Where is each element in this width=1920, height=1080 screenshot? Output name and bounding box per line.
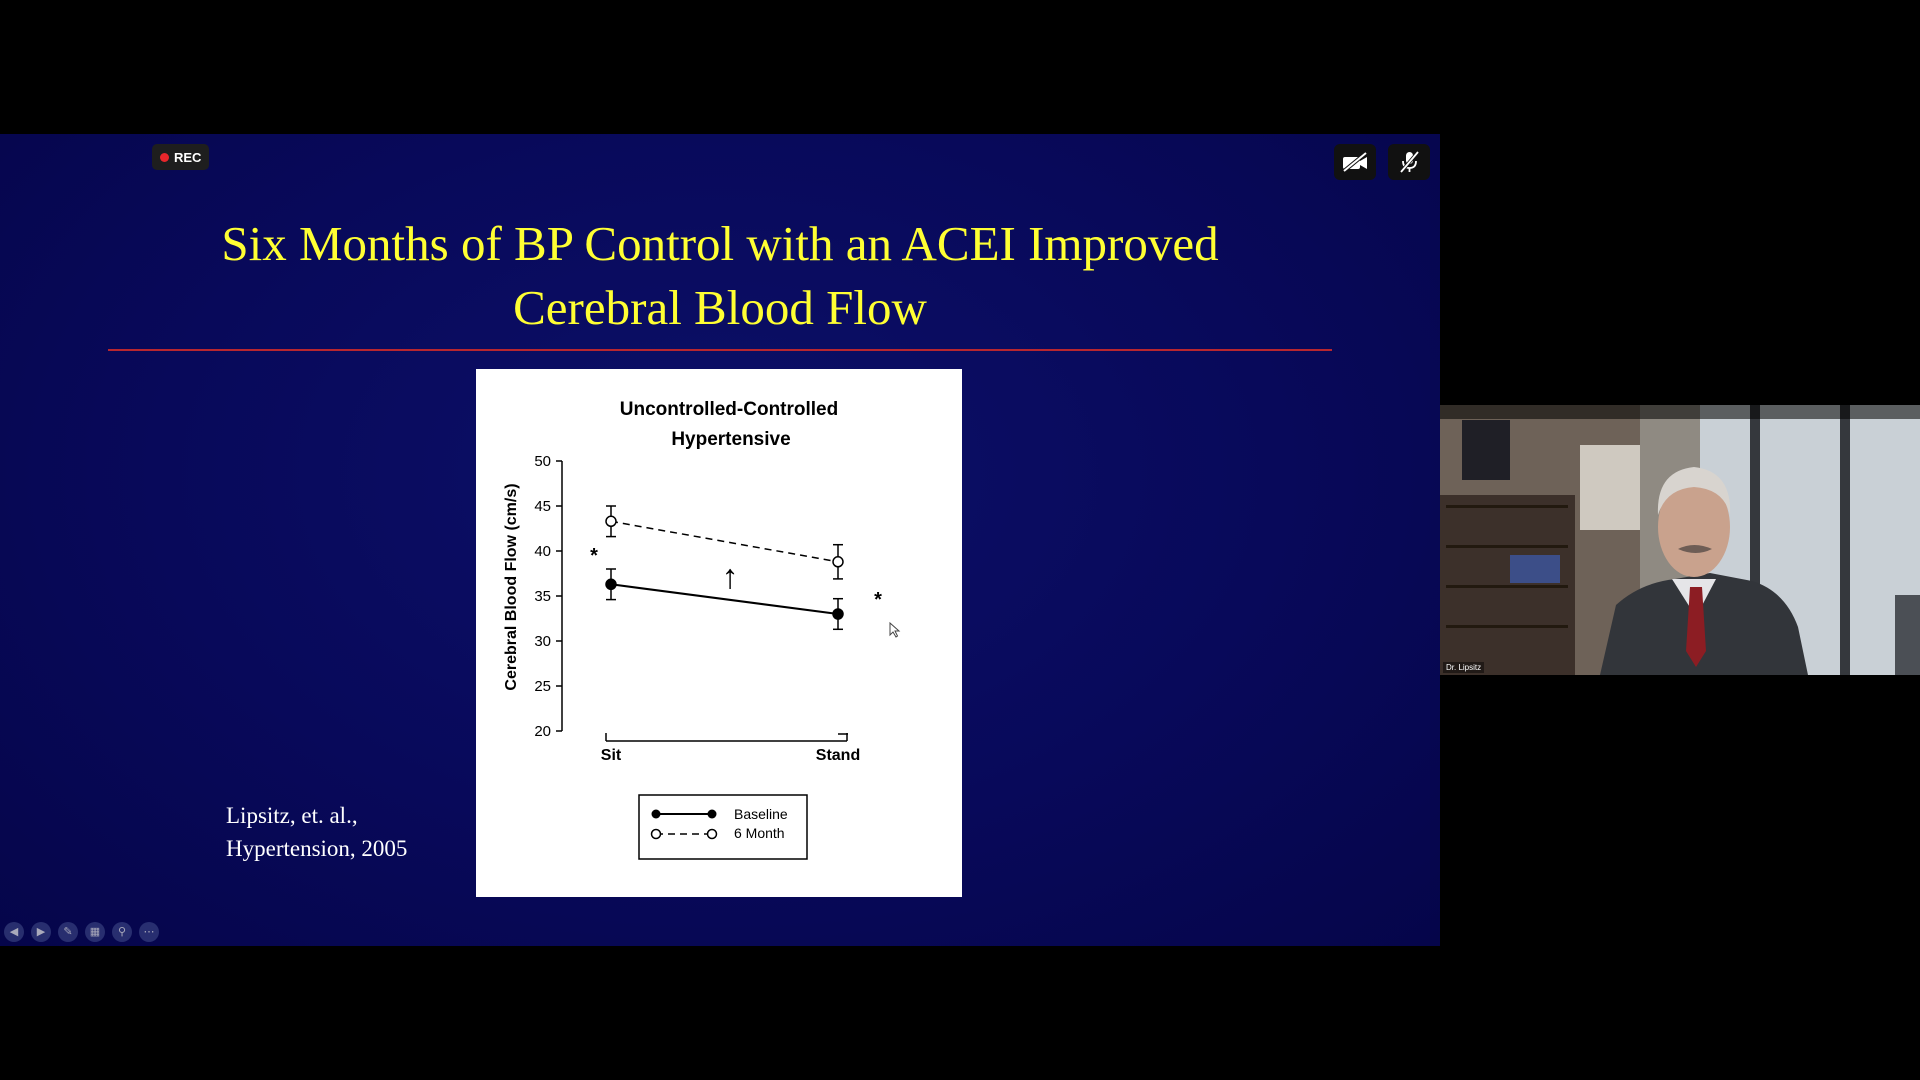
prev-slide-icon[interactable]: ◀ [4,922,24,942]
chart-figure [476,369,962,897]
x-tick-label: Stand [815,747,861,764]
slides-grid-icon[interactable]: ▦ [85,922,105,942]
y-tick-label: 30 [534,633,551,650]
recording-label: REC [174,149,202,165]
participant-name: Dr. Lipsitz [1443,662,1484,673]
y-tick-label: 50 [534,453,551,470]
shared-slide [0,134,1440,946]
mic-off-icon [1398,150,1420,174]
significance-marker: * [874,589,882,611]
y-tick-label: 20 [534,723,551,740]
slide-title-line1: Six Months of BP Control with an ACEI Improved [221,216,1219,271]
video-tile-toolbar [1440,405,1920,419]
zoom-icon[interactable]: ⚲ [112,922,132,942]
participant-video-feed [1440,405,1920,675]
y-tick-label: 25 [534,678,551,695]
y-tick-label: 45 [534,498,551,515]
legend-label-baseline: Baseline [734,806,788,822]
chart-subtitle: Hypertensive [671,429,791,450]
data-point [606,516,616,526]
next-slide-icon[interactable]: ▶ [31,922,51,942]
data-point [833,557,843,567]
improvement-arrow: ↑ [721,558,739,596]
mouse-cursor [890,623,899,637]
data-point [606,579,616,589]
chart-legend [639,795,807,859]
significance-marker: * [590,545,598,567]
data-point [833,609,843,619]
citation [226,799,407,865]
chart-title: Uncontrolled-Controlled [619,399,839,420]
legend-label-6-month: 6 Month [734,825,785,841]
record-dot-icon [160,153,169,162]
x-tick-label: Sit [600,747,622,764]
y-tick-label: 35 [534,588,551,605]
pen-icon[interactable]: ✎ [58,922,78,942]
title-divider [108,349,1332,351]
citation-authors: Lipsitz, et. al., [226,803,358,828]
citation-journal: Hypertension, 2005 [226,836,408,861]
participant-video[interactable] [1440,405,1920,675]
more-icon[interactable]: ⋯ [139,922,159,942]
slide-title-line2: Cerebral Blood Flow [513,280,927,335]
y-tick-label: 40 [534,543,551,560]
stop-video-button[interactable] [1334,144,1376,180]
video-off-icon [1341,152,1369,172]
slide-title [100,212,1340,340]
slide-navigation [4,922,159,942]
cerebral-blood-flow-chart [476,369,962,897]
recording-indicator[interactable] [152,144,209,170]
mute-button[interactable] [1388,144,1430,180]
series-line-1 [611,521,838,562]
y-axis-label: Cerebral Blood Flow (cm/s) [503,483,520,691]
